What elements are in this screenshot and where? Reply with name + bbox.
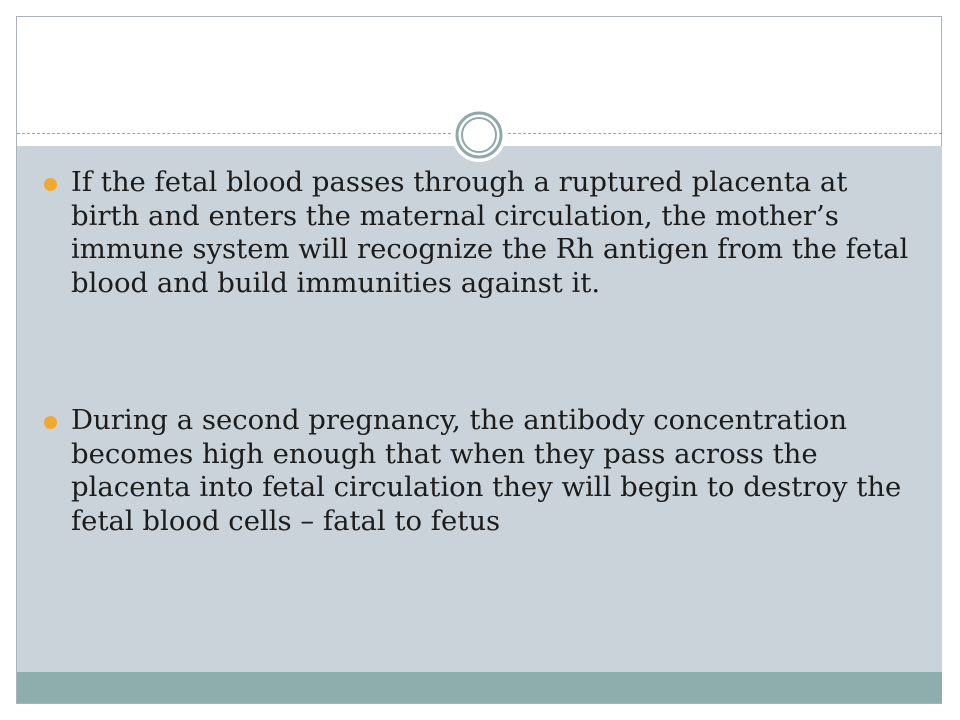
ring-ornament-icon (451, 107, 507, 163)
bullet-text: During a second pregnancy, the antibody concentration becomes high enough that when they pass across the placenta into fetal circulation they will begin to destroy the fetal blood cells – fatal to fetus (71, 404, 902, 537)
bullet-item (44, 404, 924, 538)
bullet-dot-icon (44, 178, 57, 191)
bullet-dot-icon (44, 416, 57, 429)
bullet-list (44, 166, 924, 538)
footer-band (17, 672, 942, 703)
bullet-text: If the fetal blood passes through a ruptured placenta at birth and enters the maternal circulation, the mother’s immune system will recognize the Rh antigen from the fetal blood and build immunities against it. (71, 166, 909, 299)
bullet-item (44, 166, 924, 300)
